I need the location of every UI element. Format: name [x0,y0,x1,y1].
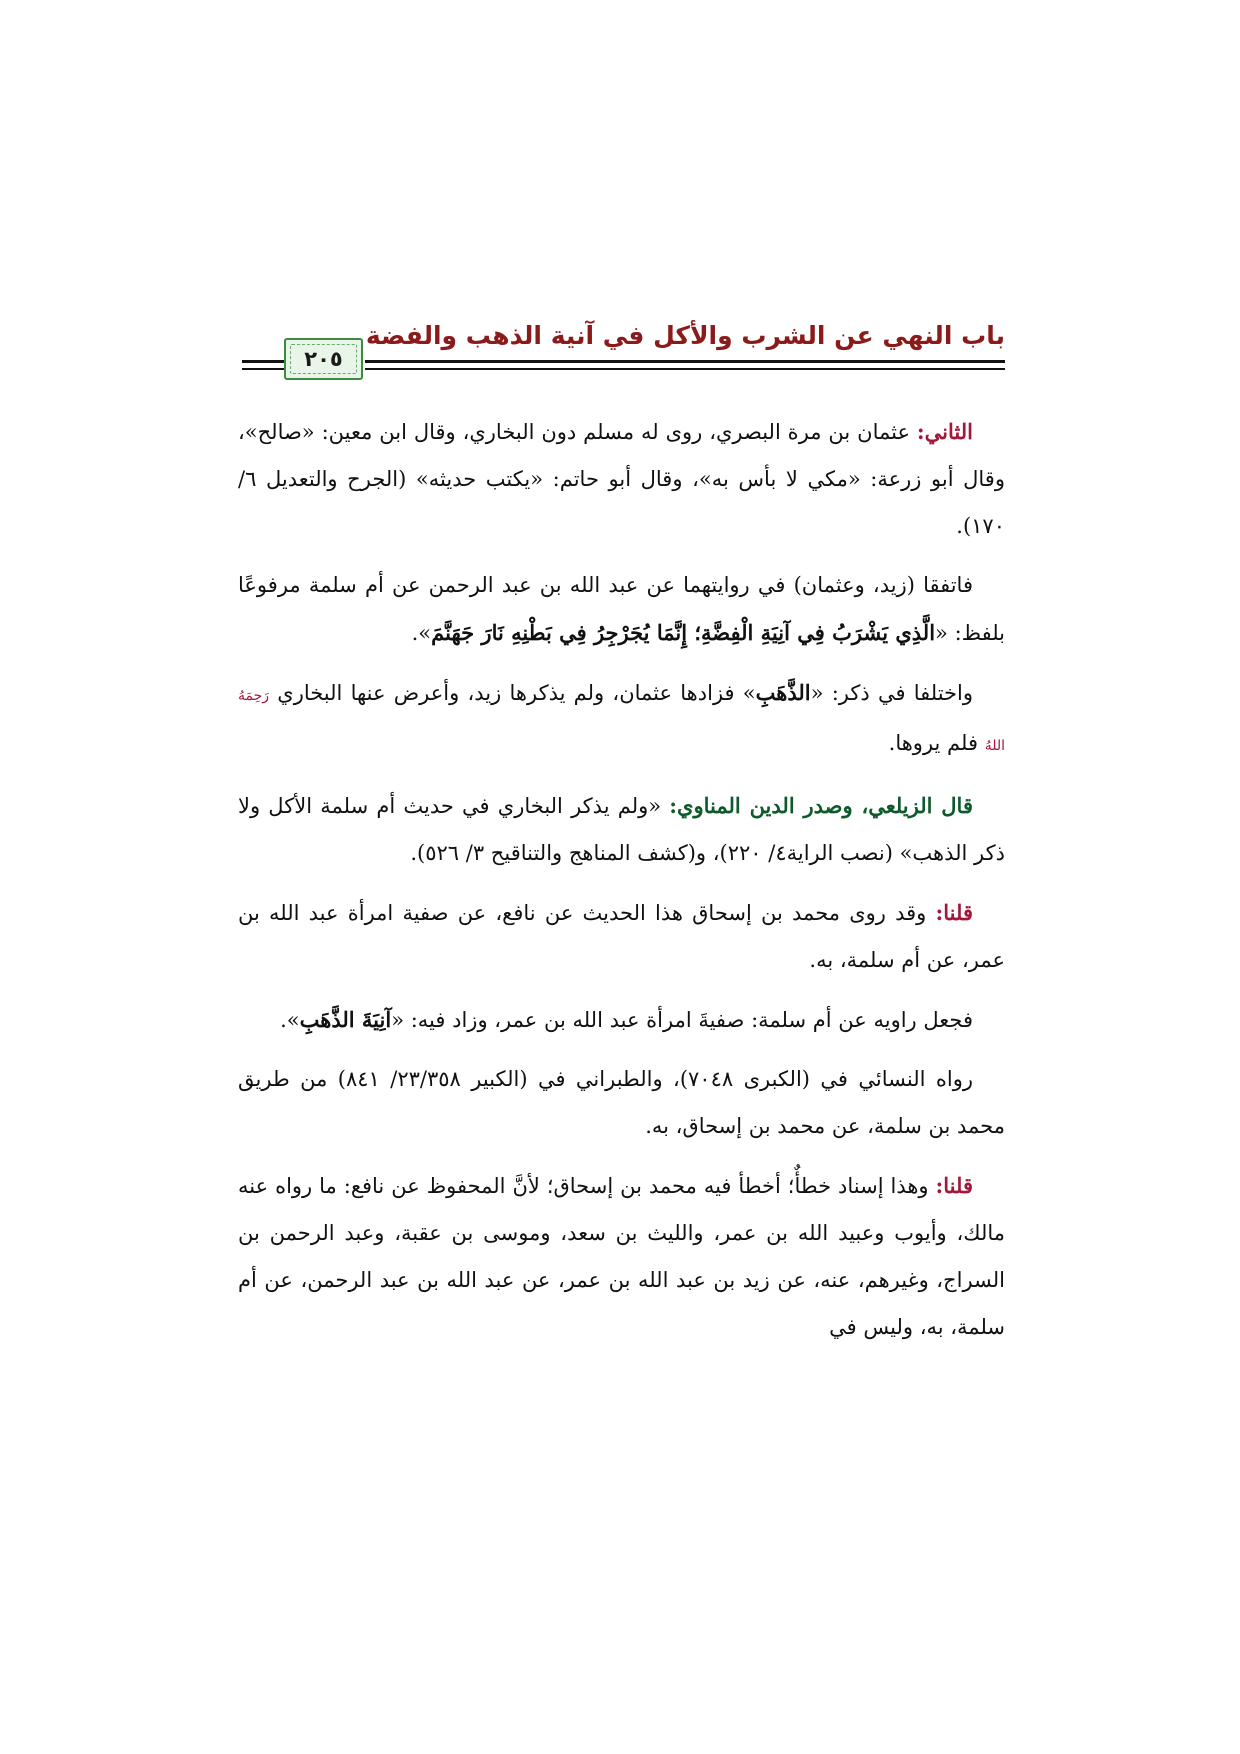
paragraph-text: فجعل راويه عن أم سلمة: صفيةَ امرأة عبد الله بن عمر، وزاد فيه: « [391,1008,973,1032]
paragraph-text: وهذا إسناد خطأٌ؛ أخطأ فيه محمد بن إسحاق؛ لأنَّ المحفوظ عن نافع: ما رواه عنه مالك، وأيوب وعبيد الله بن عمر، والليث بن سعد، وموسى بن عقبة، وعبد الرحمن بن السراج، وغيرهم، عنه، عن زيد بن عبد الله بن عمر، عن عبد الله بن عبد الرحمن، عن أم سلمة، به، وليس في [238,1174,1005,1339]
paragraph-text: ». [280,1008,300,1032]
paragraph-1 [238,408,1005,550]
hadith-quote: الَّذِي يَشْرَبُ فِي آنِيَةِ الْفِضَّةِ؛ إِنَّمَا يُجَرْجِرُ فِي بَطْنِهِ نَارَ جَهَنَّمَ [431,620,936,645]
quoted-word: الذَّهَبِ [755,680,811,705]
paragraph-text: ». [411,621,432,645]
header-rule-top-left [242,360,284,363]
paragraph-text: عثمان بن مرة البصري، روى له مسلم دون البخاري، وقال ابن معين: «صالح»، وقال أبو زرعة: «مكي لا بأس به»، وقال أبو حاتم: «يكتب حديثه» (الجرح والتعديل ٦/ ١٧٠). [238,420,1005,538]
header-rule-bottom-right [365,368,1005,370]
paragraph-label: قلنا: [935,1173,973,1198]
header-rule-top-right [365,360,1005,363]
page-number: ٢٠٥ [304,347,343,371]
paragraph-6 [238,996,1005,1044]
paragraph-2 [238,562,1005,657]
paragraph-text: «ولم يذكر البخاري في حديث أم سلمة الأكل ولا ذكر الذهب» (نصب الراية٤/ ٢٢٠)، و(كشف المناهج والتناقيح ٣/ ٥٢٦). [238,794,1005,865]
paragraph-label: الثاني: [916,419,973,444]
paragraph-text: وقد روى محمد بن إسحاق هذا الحديث عن نافع، عن صفية امرأة عبد الله بن عمر، عن أم سلمة، به. [238,901,1005,972]
paragraph-4 [238,782,1005,877]
paragraph-label: قال الزيلعي، وصدر الدين المناوي: [669,793,973,818]
paragraph-3 [238,669,1005,770]
honorific-glyph: رَحِمَهُ اللهُ [238,688,1005,754]
page-body [238,408,1005,1363]
paragraph-label: قلنا: [935,900,973,925]
paragraph-7 [238,1056,1005,1150]
paragraph-5 [238,889,1005,984]
page-number-frame [284,338,363,380]
chapter-title: باب النهي عن الشرب والأكل في آنية الذهب والفضة [365,321,1005,350]
paragraph-text: فلم يروها. [888,731,985,755]
quoted-word: آنِيَةَ الذَّهَبِ [299,1007,392,1032]
paragraph-text: رواه النسائي في (الكبرى ٧٠٤٨)، والطبراني في (الكبير ٢٣/٣٥٨/ ٨٤١) من طريق محمد بن سلمة، عن محمد بن إسحاق، به. [238,1067,1005,1138]
page-header [242,318,1005,382]
header-rule-bottom-left [242,368,284,370]
paragraph-text: » فزادها عثمان، ولم يذكرها زيد، وأعرض عنها البخاري [269,681,756,705]
paragraph-text: واختلفا في ذكر: « [810,681,973,705]
paragraph-8 [238,1162,1005,1351]
paragraph-text: فاتفقا (زيد، وعثمان) في روايتهما عن عبد الله بن عبد الرحمن عن أم سلمة مرفوعًا بلفظ: « [238,573,1005,645]
